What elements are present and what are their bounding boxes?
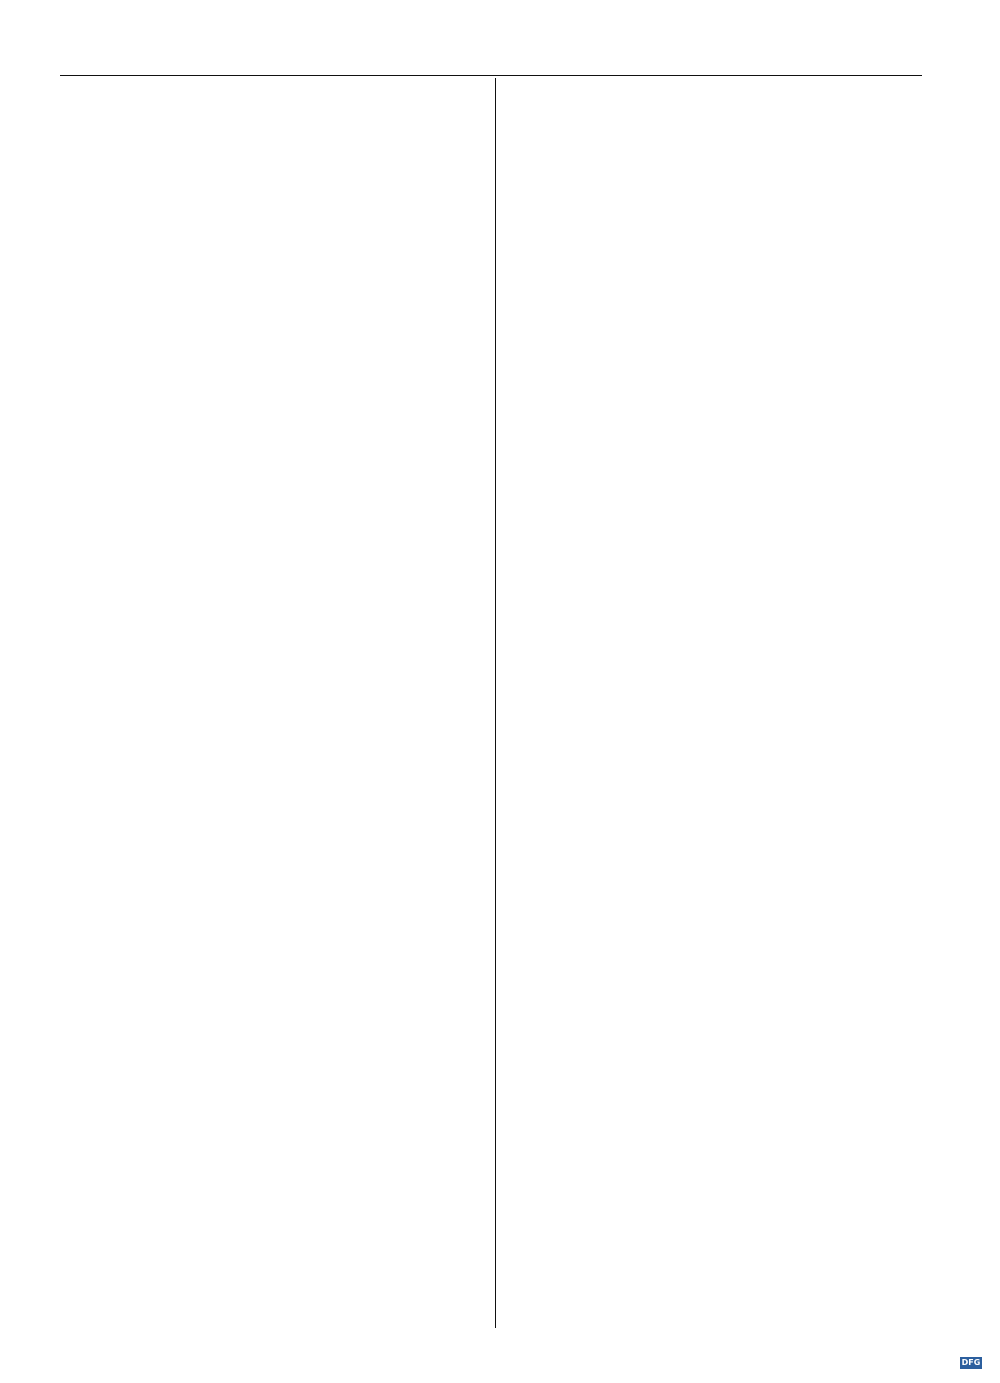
funding-notice [956,1357,982,1369]
header-rule [60,75,922,76]
column-divider [495,78,496,1328]
page-header [60,48,922,70]
dfg-logo-icon: DFG [961,1358,981,1367]
